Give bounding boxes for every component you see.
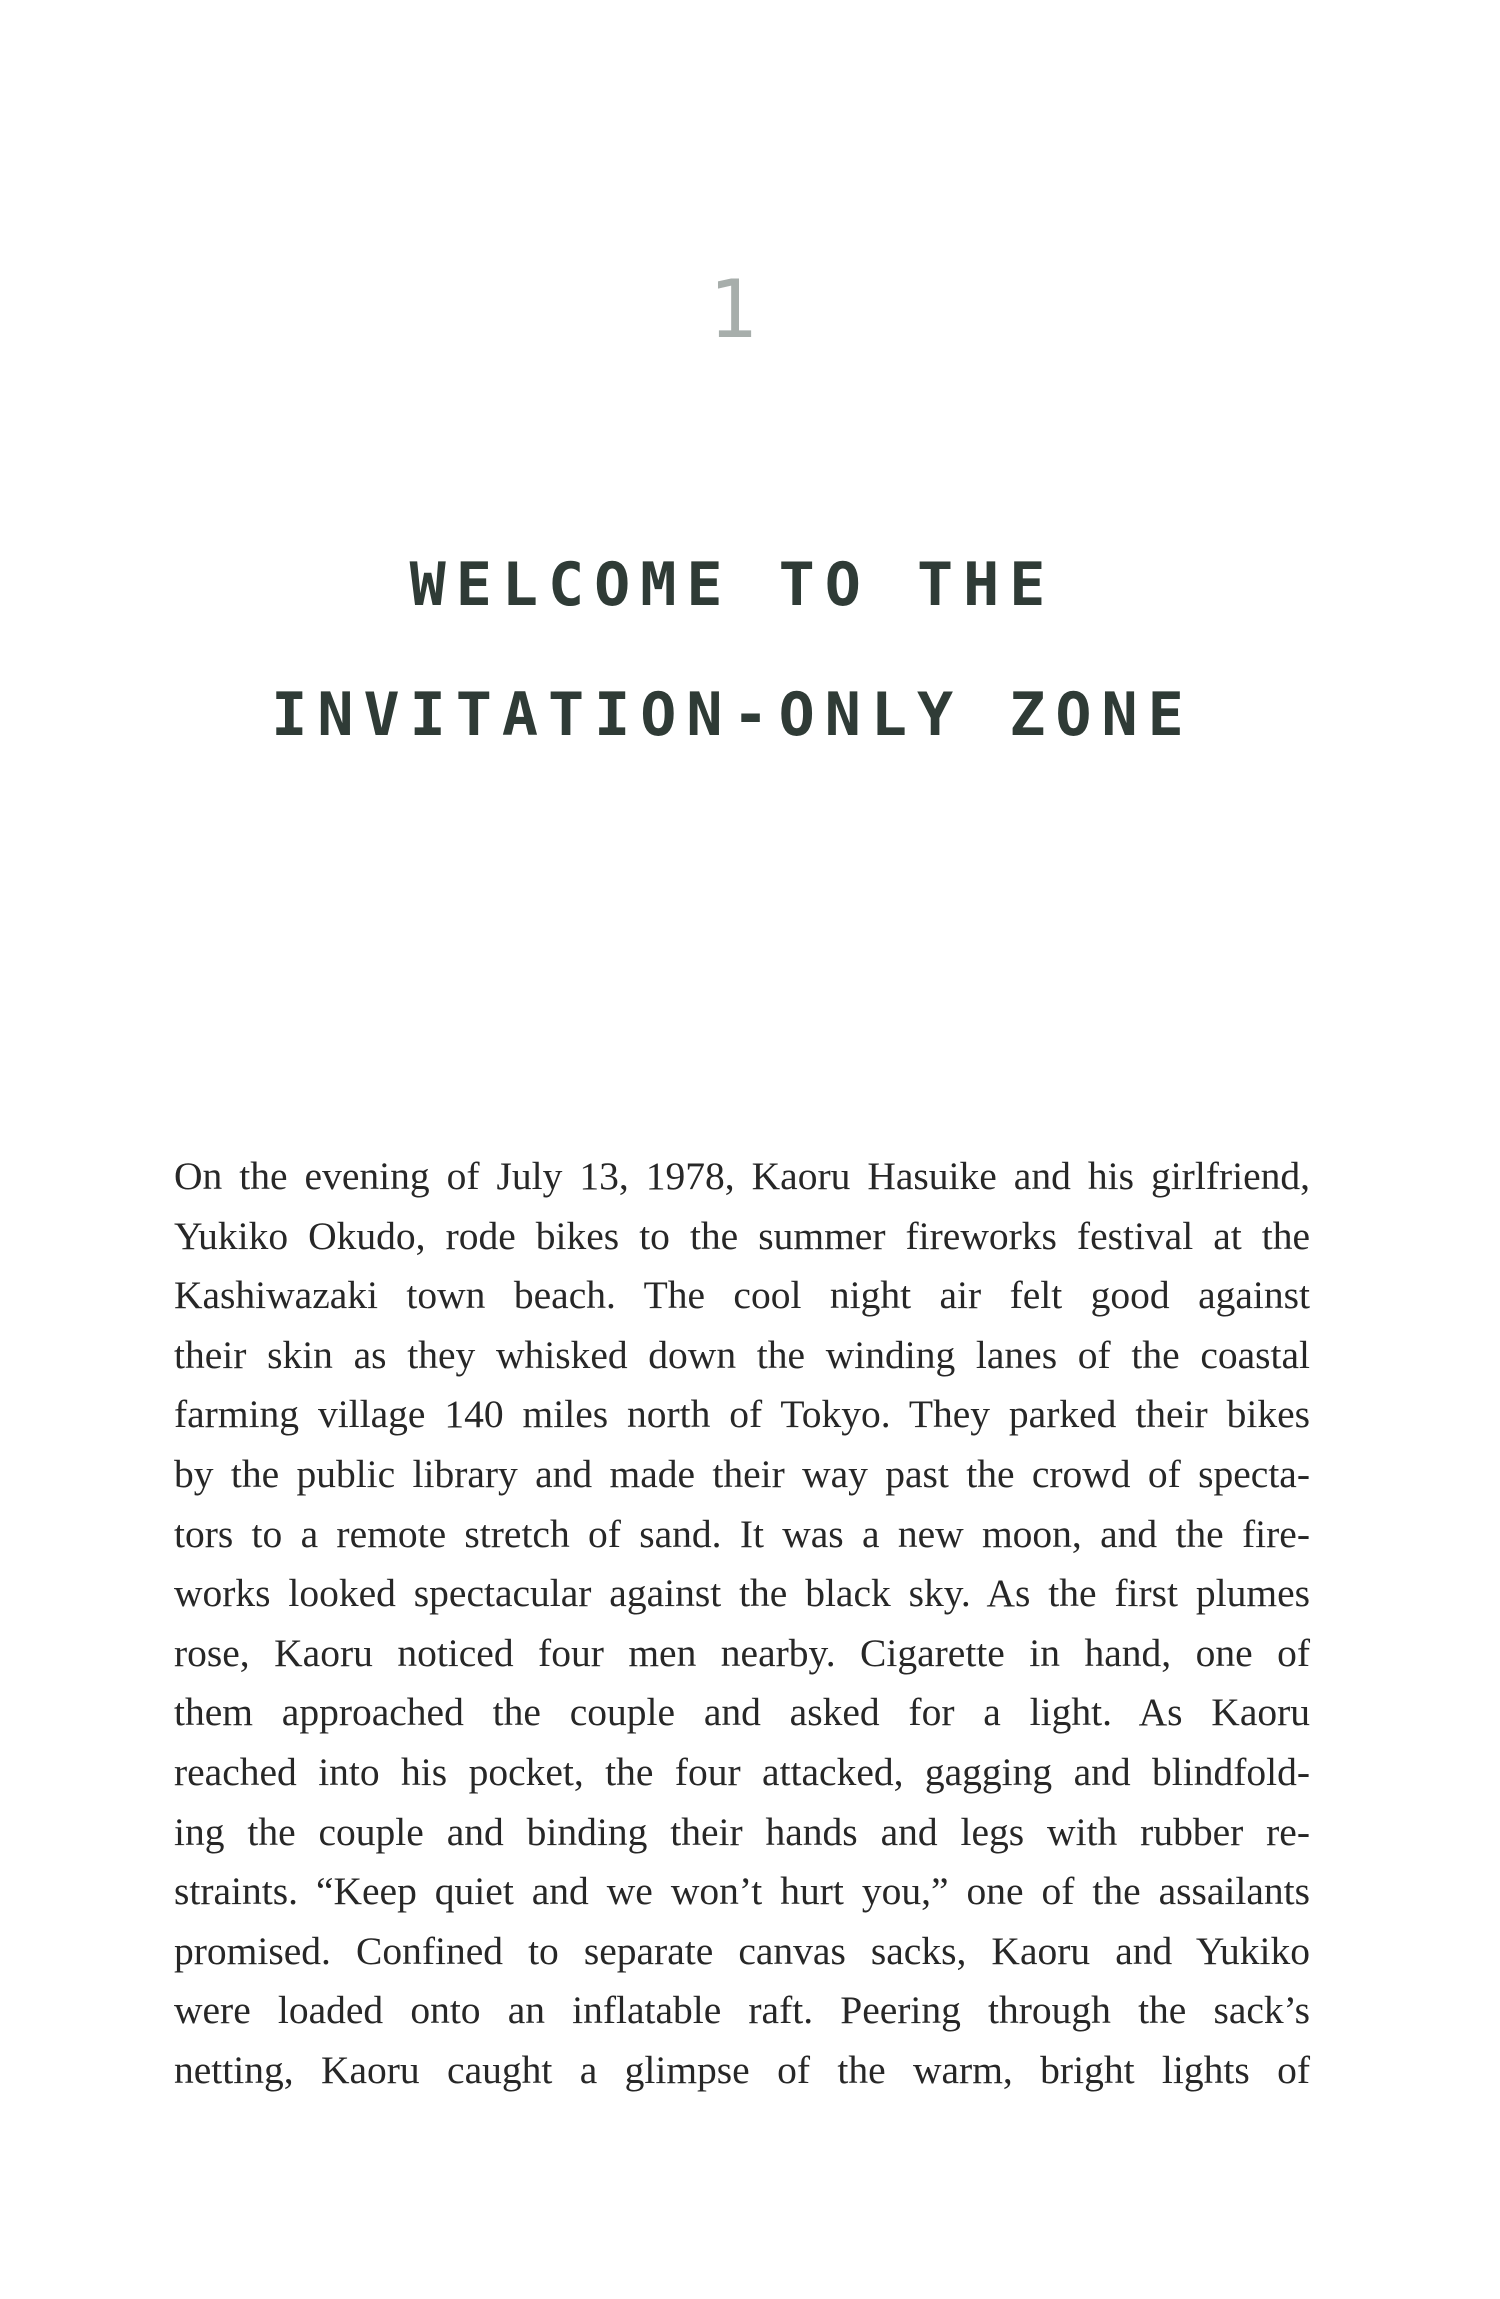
text-line: by the public library and made their way past the crowd of specta- bbox=[174, 1451, 1310, 1496]
chapter-title bbox=[0, 520, 1465, 780]
text-line: tors to a remote stretch of sand. It was a new moon, and the fire- bbox=[174, 1511, 1310, 1556]
chapter-number: 1 bbox=[708, 263, 757, 356]
text-line: works looked spectacular against the black sky. As the first plumes bbox=[174, 1571, 1310, 1616]
text-line: their skin as they whisked down the winding lanes of the coastal bbox=[174, 1332, 1310, 1377]
text-line: farming village 140 miles north of Tokyo. They parked their bikes bbox=[174, 1392, 1310, 1437]
chapter-title-line-2: INVITATION-ONLY ZONE bbox=[271, 680, 1194, 750]
chapter-title-line-1: WELCOME TO THE bbox=[409, 550, 1056, 620]
text-line: Yukiko Okudo, rode bikes to the summer fireworks festival at the bbox=[174, 1213, 1310, 1258]
text-line: straints. “Keep quiet and we won’t hurt you,” one of the assailants bbox=[174, 1869, 1310, 1914]
text-line: rose, Kaoru noticed four men nearby. Cigarette in hand, one of bbox=[174, 1630, 1310, 1675]
text-line: On the evening of July 13, 1978, Kaoru Hasuike and his girlfriend, bbox=[174, 1154, 1310, 1198]
text-line: were loaded onto an inflatable raft. Peering through the sack’s bbox=[174, 1988, 1310, 2033]
text-line: reached into his pocket, the four attacked, gagging and blindfold- bbox=[174, 1749, 1310, 1794]
text-line: ing the couple and binding their hands and legs with rubber re- bbox=[174, 1809, 1310, 1854]
text-line: promised. Confined to separate canvas sacks, Kaoru and Yukiko bbox=[174, 1928, 1310, 1973]
body-paragraph bbox=[174, 1147, 1310, 2101]
text-line: them approached the couple and asked for a light. As Kaoru bbox=[174, 1690, 1310, 1735]
text-line: Kashiwazaki town beach. The cool night air felt good against bbox=[174, 1273, 1310, 1318]
text-line: netting, Kaoru caught a glimpse of the warm, bright lights of bbox=[174, 2047, 1310, 2092]
